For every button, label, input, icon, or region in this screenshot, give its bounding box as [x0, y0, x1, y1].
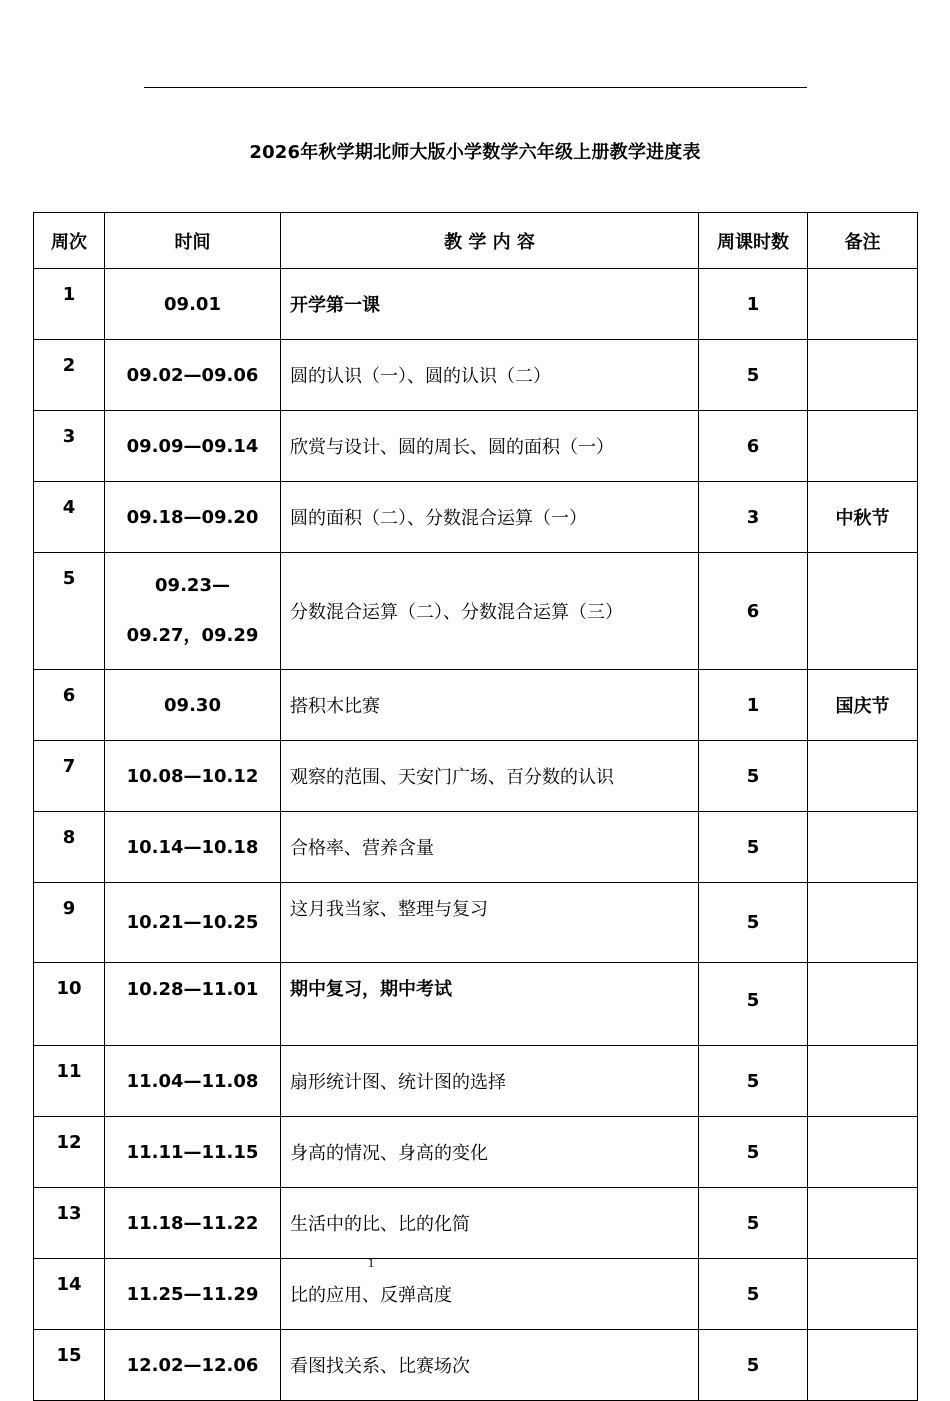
date-cell: 11.25—11.29 — [105, 1259, 281, 1330]
table-row — [34, 411, 918, 482]
hours-cell: 5 — [699, 1117, 808, 1188]
header-hours: 周课时数 — [699, 213, 808, 269]
week-cell: 15 — [34, 1330, 105, 1401]
week-cell: 2 — [34, 340, 105, 411]
week-cell: 7 — [34, 741, 105, 812]
week-cell: 5 — [34, 553, 105, 670]
week-cell: 10 — [34, 963, 105, 1046]
content-cell: 合格率、营养含量 — [281, 812, 699, 883]
hours-cell: 5 — [699, 963, 808, 1046]
header-time: 时间 — [105, 213, 281, 269]
content-cell: 圆的认识（一）、圆的认识（二） — [281, 340, 699, 411]
header-content: 教 学 内 容 — [281, 213, 699, 269]
content-cell: 分数混合运算（二）、分数混合运算（三） — [281, 553, 699, 670]
note-cell — [808, 1188, 918, 1259]
hours-cell: 5 — [699, 1188, 808, 1259]
date-line-1: 09.23— — [155, 575, 230, 596]
hours-cell: 1 — [699, 670, 808, 741]
note-cell — [808, 1259, 918, 1330]
content-cell: 这月我当家、整理与复习 — [281, 883, 699, 963]
content-cell: 圆的面积（二）、分数混合运算（一） — [281, 482, 699, 553]
date-line-2: 09.27，09.29 — [126, 625, 259, 646]
note-cell — [808, 269, 918, 340]
week-cell: 9 — [34, 883, 105, 963]
table-row — [34, 883, 918, 963]
content-cell: 身高的情况、身高的变化 — [281, 1117, 699, 1188]
hours-cell: 3 — [699, 482, 808, 553]
content-cell: 开学第一课 — [281, 269, 699, 340]
date-cell: 09.02—09.06 — [105, 340, 281, 411]
table-row — [34, 340, 918, 411]
note-cell — [808, 1330, 918, 1401]
table-row — [34, 1188, 918, 1259]
week-cell: 1 — [34, 269, 105, 340]
hours-cell: 6 — [699, 411, 808, 482]
document-title: 2026年秋学期北师大版小学数学六年级上册教学进度表 — [249, 142, 701, 163]
week-cell: 13 — [34, 1188, 105, 1259]
header-rule — [144, 87, 807, 88]
week-cell: 6 — [34, 670, 105, 741]
week-cell: 14 — [34, 1259, 105, 1330]
table-row — [34, 482, 918, 553]
note-cell — [808, 553, 918, 670]
table-row — [34, 963, 918, 1046]
date-cell: 10.14—10.18 — [105, 812, 281, 883]
schedule-table — [33, 212, 918, 1401]
hours-cell: 5 — [699, 1046, 808, 1117]
hours-cell: 5 — [699, 741, 808, 812]
date-cell: 09.09—09.14 — [105, 411, 281, 482]
date-cell: 09.01 — [105, 269, 281, 340]
table-row — [34, 670, 918, 741]
week-cell: 12 — [34, 1117, 105, 1188]
content-cell: 看图找关系、比赛场次 — [281, 1330, 699, 1401]
page-number: 1 — [367, 1255, 375, 1270]
content-cell: 期中复习，期中考试 — [281, 963, 699, 1046]
content-cell: 比的应用、反弹高度 — [281, 1259, 699, 1330]
week-cell: 8 — [34, 812, 105, 883]
table-row — [34, 1046, 918, 1117]
header-week: 周次 — [34, 213, 105, 269]
note-cell — [808, 963, 918, 1046]
date-cell: 11.18—11.22 — [105, 1188, 281, 1259]
content-cell: 观察的范围、天安门广场、百分数的认识 — [281, 741, 699, 812]
date-cell: 10.21—10.25 — [105, 883, 281, 963]
date-cell: 11.11—11.15 — [105, 1117, 281, 1188]
date-cell: 10.28—11.01 — [105, 963, 281, 1046]
content-cell: 欣赏与设计、圆的周长、圆的面积（一） — [281, 411, 699, 482]
note-cell — [808, 741, 918, 812]
note-cell — [808, 411, 918, 482]
note-cell: 国庆节 — [808, 670, 918, 741]
date-cell — [105, 553, 281, 670]
note-cell — [808, 1046, 918, 1117]
week-cell: 4 — [34, 482, 105, 553]
hours-cell: 5 — [699, 1330, 808, 1401]
week-cell: 3 — [34, 411, 105, 482]
date-cell: 11.04—11.08 — [105, 1046, 281, 1117]
table-header-row — [34, 213, 918, 269]
note-cell — [808, 1117, 918, 1188]
date-cell: 10.08—10.12 — [105, 741, 281, 812]
week-cell: 11 — [34, 1046, 105, 1117]
table-row — [34, 269, 918, 340]
table-row — [34, 1117, 918, 1188]
table-row — [34, 741, 918, 812]
header-notes: 备注 — [808, 213, 918, 269]
note-cell — [808, 883, 918, 963]
content-cell: 生活中的比、比的化简 — [281, 1188, 699, 1259]
content-cell: 搭积木比赛 — [281, 670, 699, 741]
note-cell — [808, 812, 918, 883]
hours-cell: 5 — [699, 340, 808, 411]
note-cell — [808, 340, 918, 411]
hours-cell: 1 — [699, 269, 808, 340]
table-row — [34, 553, 918, 670]
date-cell: 12.02—12.06 — [105, 1330, 281, 1401]
date-cell: 09.18—09.20 — [105, 482, 281, 553]
table-row — [34, 812, 918, 883]
table-row — [34, 1330, 918, 1401]
hours-cell: 5 — [699, 812, 808, 883]
hours-cell: 5 — [699, 1259, 808, 1330]
hours-cell: 5 — [699, 883, 808, 963]
date-cell: 09.30 — [105, 670, 281, 741]
content-cell: 扇形统计图、统计图的选择 — [281, 1046, 699, 1117]
hours-cell: 6 — [699, 553, 808, 670]
note-cell: 中秋节 — [808, 482, 918, 553]
